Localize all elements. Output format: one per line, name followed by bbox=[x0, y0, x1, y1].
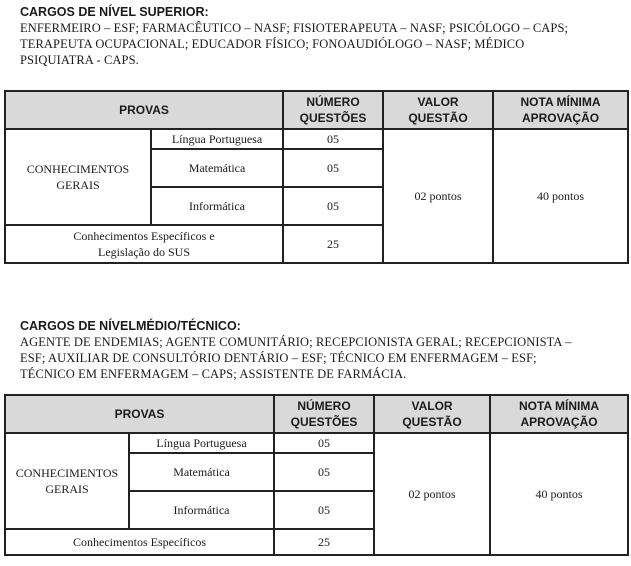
medio-positions-line: AGENTE DE ENDEMIAS; AGENTE COMUNITÁRIO; RECEPCIONISTA GERAL; RECEPCIONISTA – bbox=[20, 335, 572, 349]
header-provas: PROVAS bbox=[5, 91, 283, 129]
group-label-conhecimentos-gerais bbox=[5, 433, 129, 529]
subject-name: Informática bbox=[151, 187, 283, 225]
header-numero-questoes bbox=[274, 395, 374, 433]
superior-exam-table bbox=[4, 90, 629, 264]
table-header-row bbox=[5, 395, 628, 433]
superior-heading: CARGOS DE NÍVEL SUPERIOR: bbox=[20, 5, 209, 19]
valor-questao-value: 02 pontos bbox=[374, 433, 490, 555]
specific-knowledge bbox=[5, 225, 283, 263]
header-text: NOTA MÍNIMA bbox=[520, 95, 601, 109]
header-provas: PROVAS bbox=[5, 395, 274, 433]
header-text: VALOR bbox=[417, 95, 459, 109]
nota-minima-value: 40 pontos bbox=[493, 129, 628, 263]
specific-text: Legislação do SUS bbox=[98, 245, 190, 259]
valor-questao-value: 02 pontos bbox=[383, 129, 493, 263]
header-text: APROVAÇÃO bbox=[520, 415, 598, 429]
header-valor-questao bbox=[374, 395, 490, 433]
group-label-conhecimentos-gerais bbox=[5, 129, 151, 225]
group-label-text: GERAIS bbox=[45, 482, 89, 496]
medio-positions-line: ESF; AUXILIAR DE CONSULTÓRIO DENTÁRIO – ESF; TÉCNICO EM ENFERMAGEM – ESF; bbox=[20, 351, 537, 365]
medio-positions-line: TÉCNICO EM ENFERMAGEM – CAPS; ASSISTENTE DE FARMÁCIA. bbox=[20, 367, 407, 381]
specific-knowledge: Conhecimentos Específicos bbox=[5, 529, 274, 555]
medio-tecnico-exam-table bbox=[4, 394, 629, 556]
subject-questions: 05 bbox=[283, 187, 383, 225]
superior-positions-line: PSIQUIATRA - CAPS. bbox=[20, 53, 139, 67]
header-text: VALOR bbox=[411, 399, 453, 413]
header-nota-minima bbox=[493, 91, 628, 129]
table-row bbox=[5, 433, 628, 453]
header-text: QUESTÃO bbox=[402, 415, 462, 429]
header-text: NOTA MÍNIMA bbox=[519, 399, 600, 413]
header-numero-questoes bbox=[283, 91, 383, 129]
specific-text: Conhecimentos Específicos e bbox=[73, 229, 215, 243]
superior-positions-line: ENFERMEIRO – ESF; FARMACÊUTICO – NASF; FISIOTERAPEUTA – NASF; PSICÓLOGO – CAPS; bbox=[20, 21, 569, 35]
subject-name: Matemática bbox=[129, 453, 274, 491]
nota-minima-value: 40 pontos bbox=[490, 433, 628, 555]
subject-name: Matemática bbox=[151, 149, 283, 187]
superior-positions-line: TERAPEUTA OCUPACIONAL; EDUCADOR FÍSICO; FONOAUDIÓLOGO – NASF; MÉDICO bbox=[20, 37, 525, 51]
header-text: QUESTÕES bbox=[290, 415, 358, 429]
header-text: QUESTÕES bbox=[299, 111, 367, 125]
group-label-text: CONHECIMENTOS bbox=[26, 162, 130, 176]
specific-questions: 25 bbox=[283, 225, 383, 263]
medio-tecnico-section bbox=[20, 318, 610, 382]
header-valor-questao bbox=[383, 91, 493, 129]
subject-questions: 05 bbox=[274, 491, 374, 529]
header-text: QUESTÃO bbox=[408, 111, 468, 125]
specific-questions: 25 bbox=[274, 529, 374, 555]
subject-questions: 05 bbox=[283, 149, 383, 187]
subject-questions: 05 bbox=[274, 433, 374, 453]
subject-questions: 05 bbox=[274, 453, 374, 491]
subject-name: Informática bbox=[129, 491, 274, 529]
subject-name: Língua Portuguesa bbox=[129, 433, 274, 453]
medio-tecnico-heading: CARGOS DE NÍVELMÉDIO/TÉCNICO: bbox=[20, 319, 241, 333]
group-label-text: GERAIS bbox=[56, 178, 100, 192]
medio-tecnico-positions bbox=[20, 334, 610, 382]
table-row bbox=[5, 129, 628, 149]
header-nota-minima bbox=[490, 395, 628, 433]
group-label-text: CONHECIMENTOS bbox=[15, 466, 119, 480]
table-header-row bbox=[5, 91, 628, 129]
subject-name: Língua Portuguesa bbox=[151, 129, 283, 149]
header-text: APROVAÇÃO bbox=[521, 111, 600, 125]
superior-section bbox=[20, 4, 610, 68]
header-text: NÚMERO bbox=[306, 95, 360, 109]
superior-positions bbox=[20, 20, 610, 68]
subject-questions: 05 bbox=[283, 129, 383, 149]
header-text: NÚMERO bbox=[297, 399, 351, 413]
